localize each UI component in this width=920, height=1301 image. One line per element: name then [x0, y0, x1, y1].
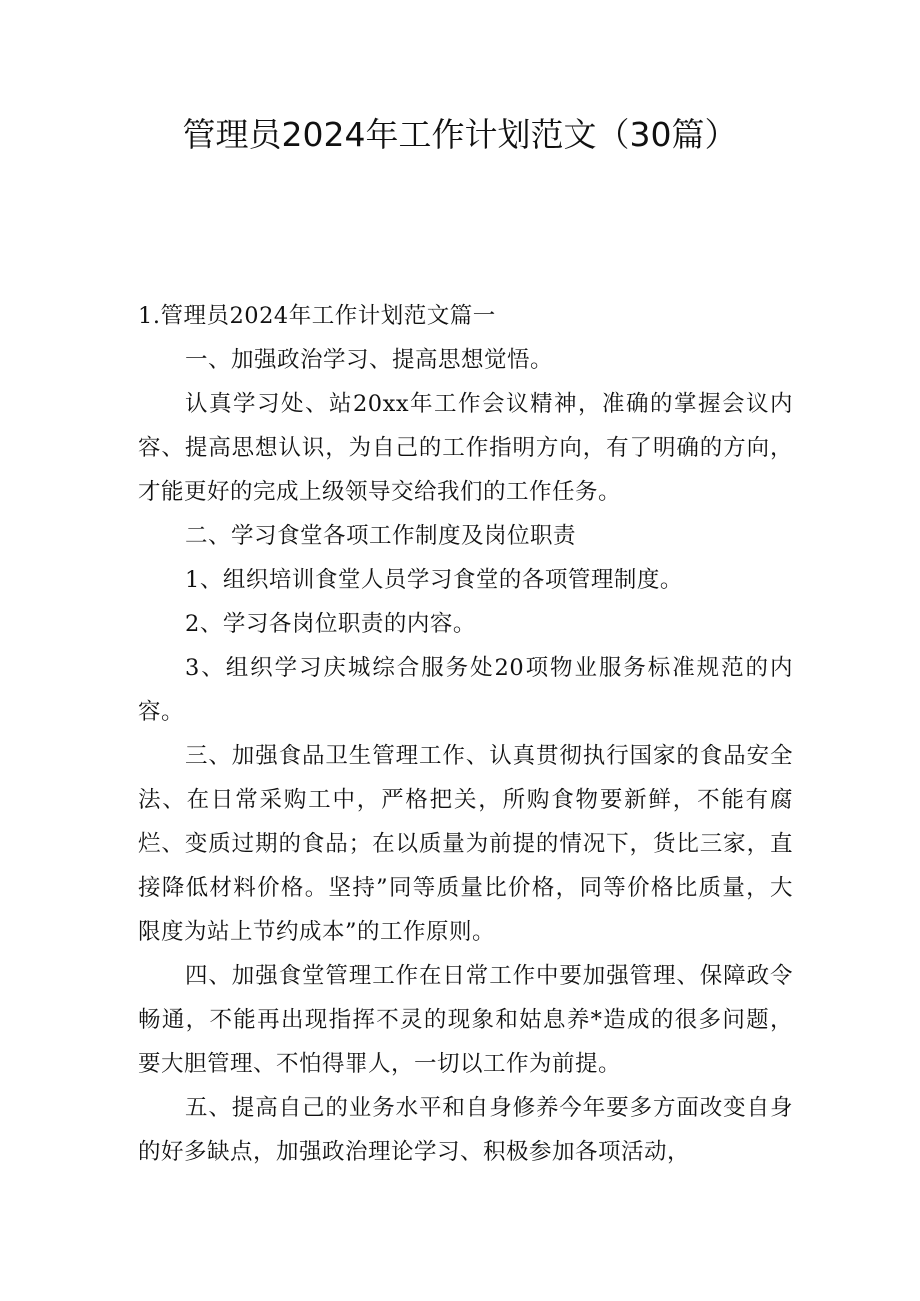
paragraph: 三、加强食品卫生管理工作、认真贯彻执行国家的食品安全法、在日常采购工中，严格把关，所购食物要新鲜，不能有腐烂、变质过期的食品；在以质量为前提的情况下，货比三家，直接降低材料价格。坚持”同等质量比价格，同等价格比质量，大限度为站上节约成本”的工作原则。: [138, 743, 793, 945]
document-body: [138, 294, 793, 1174]
paragraph: 1、组织培训食堂人员学习食堂的各项管理制度。: [185, 567, 683, 593]
paragraph: 认真学习处、站20xx年工作会议精神，准确的掌握会议内容、提高思想认识，为自己的工作指明方向，有了明确的方向，才能更好的完成上级领导交给我们的工作任务。: [138, 391, 793, 505]
paragraph: 四、加强食堂管理工作在日常工作中要加强管理、保障政令畅通，不能再出现指挥不灵的现象和姑息养*造成的很多问题，要大胆管理、不怕得罪人，一切以工作为前提。: [138, 963, 793, 1077]
paragraph: 五、提高自己的业务水平和自身修养今年要多方面改变自身的好多缺点，加强政治理论学习、积极参加各项活动，: [138, 1095, 793, 1165]
paragraph: 2、学习各岗位职责的内容。: [185, 611, 476, 637]
paragraph: 3、组织学习庆城综合服务处20项物业服务标准规范的内容。: [138, 655, 793, 725]
paragraph: 一、加强政治学习、提高思想觉悟。: [185, 347, 554, 373]
section-heading: 1.管理员2024年工作计划范文篇一: [138, 303, 496, 329]
document-title: 管理员2024年工作计划范文（30篇）: [182, 115, 738, 154]
paragraph: 二、学习食堂各项工作制度及岗位职责: [185, 523, 577, 549]
